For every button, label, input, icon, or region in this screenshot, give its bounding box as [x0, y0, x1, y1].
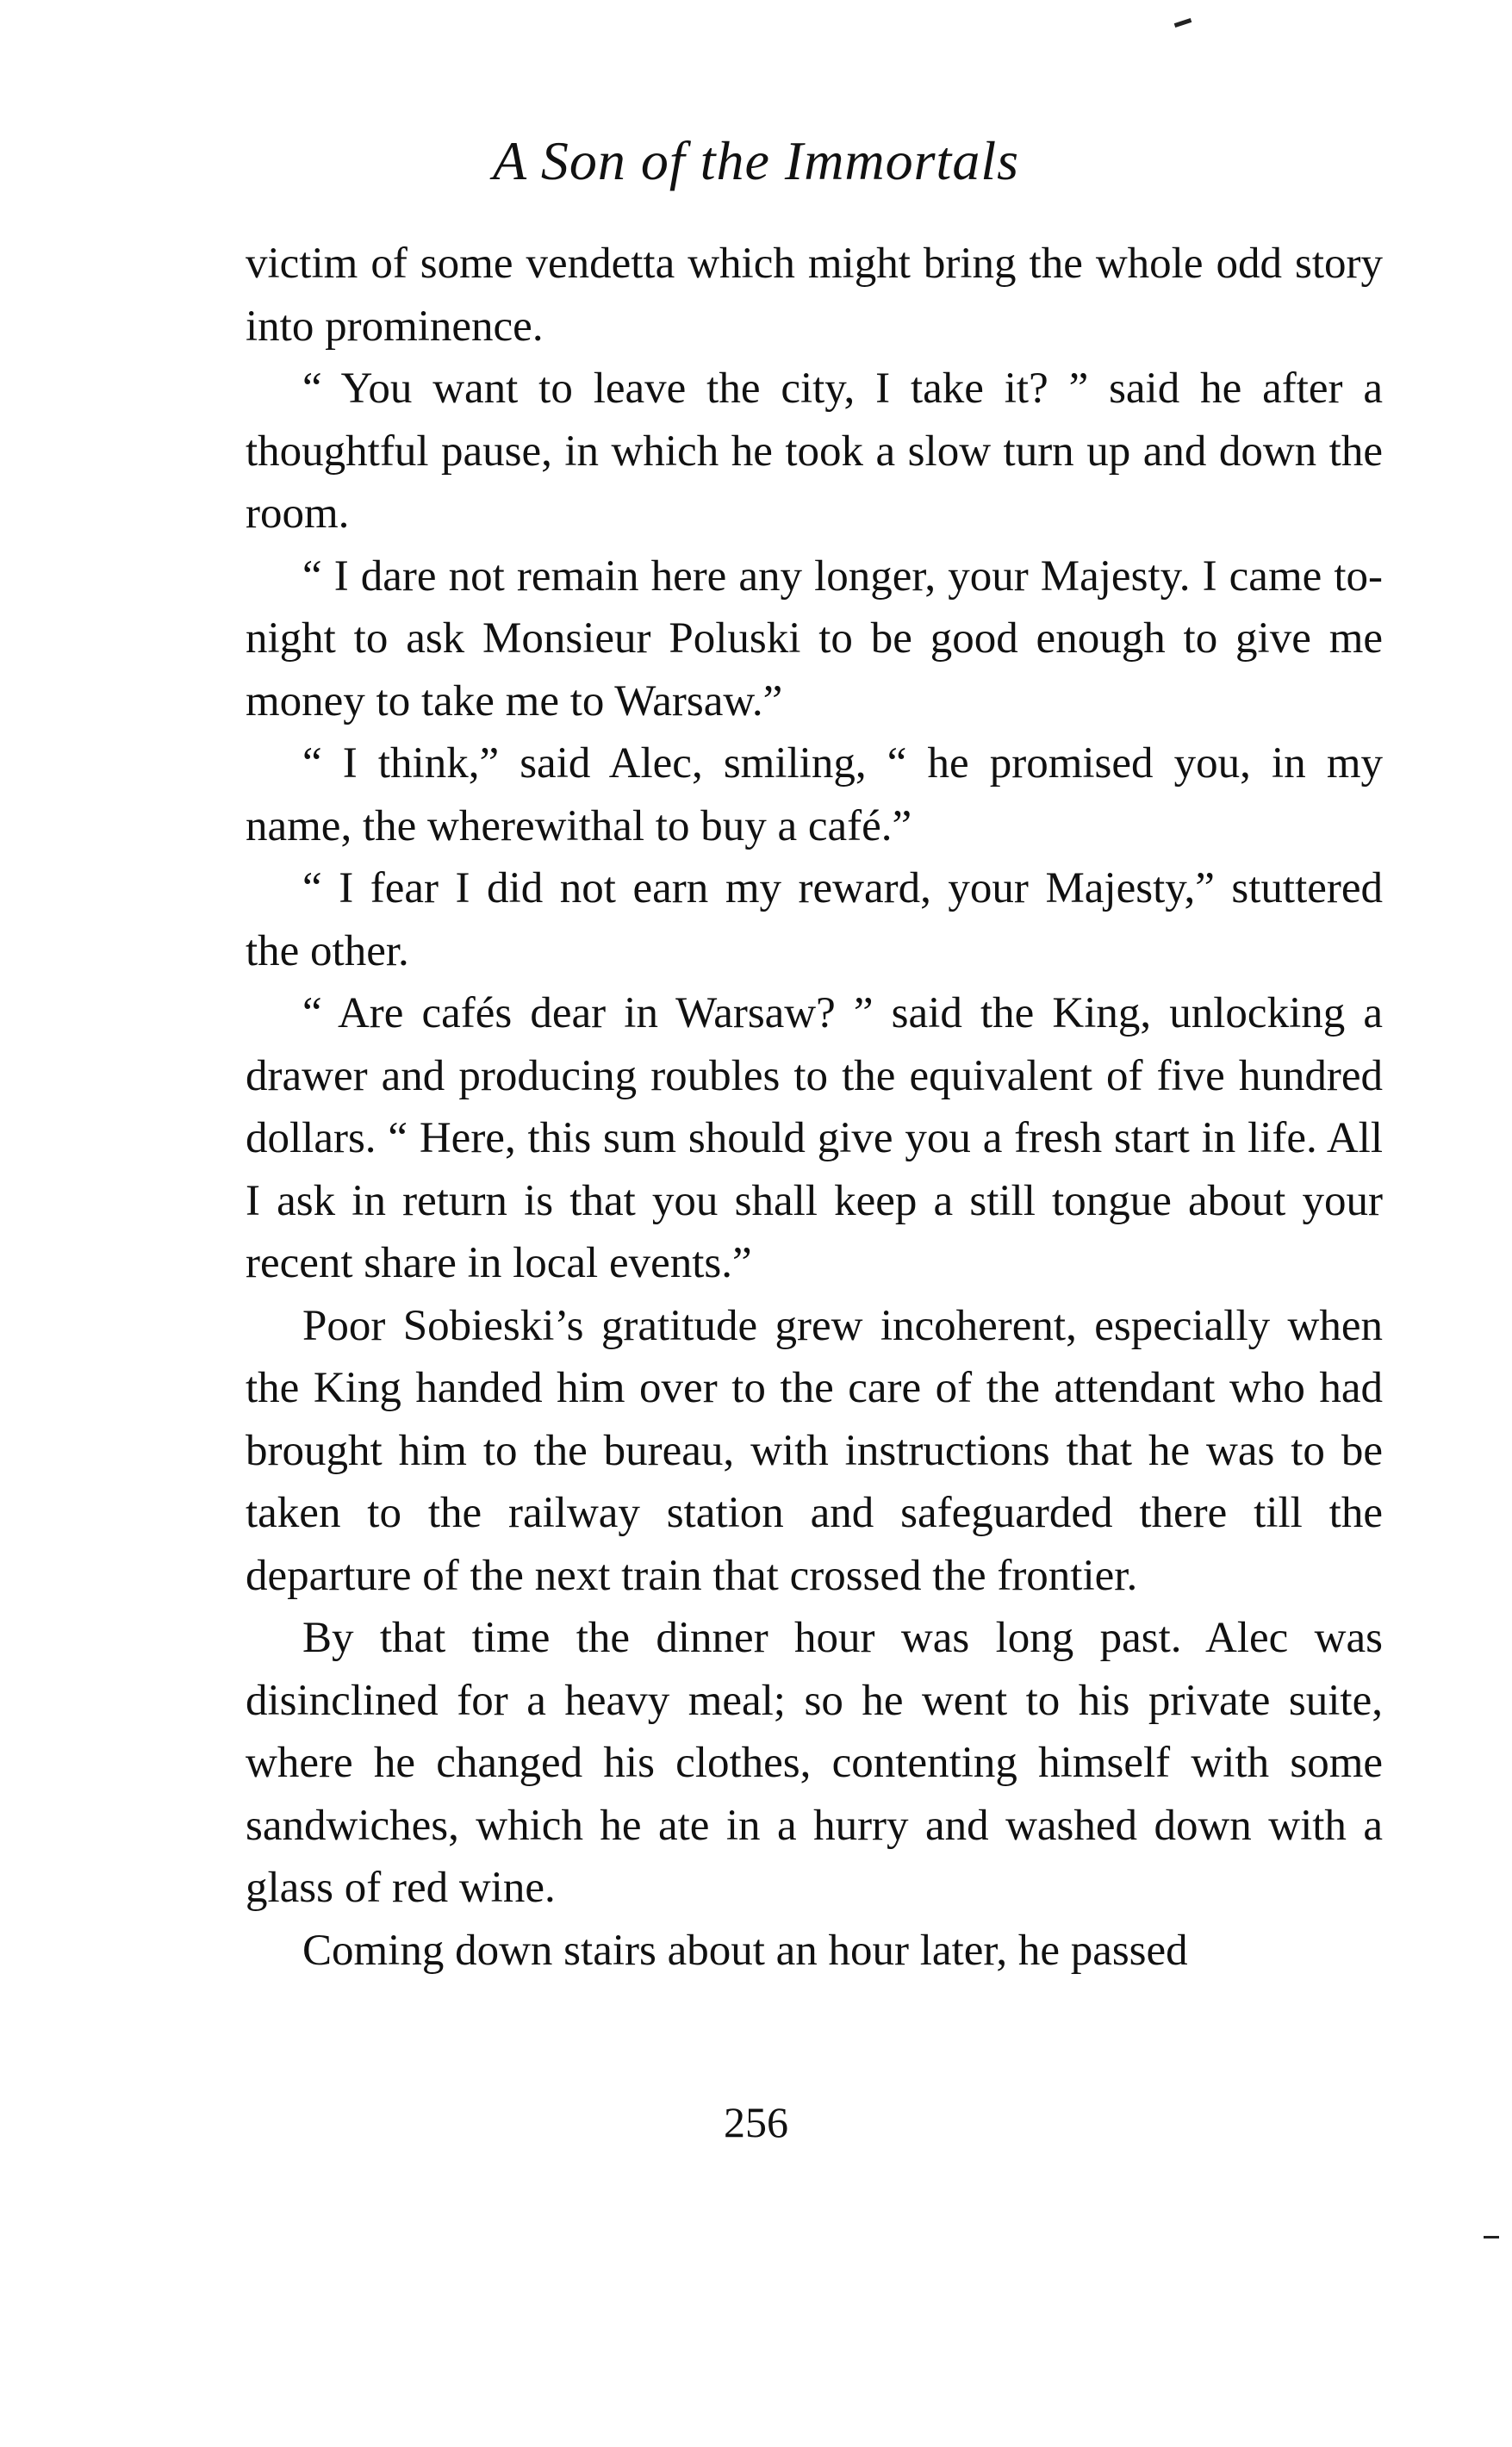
- paragraph: “ I fear I did not earn my reward, your Majesty,” stuttered the other.: [246, 864, 1383, 975]
- paragraph: victim of some vendetta which might bring the whole odd story into prominence.: [246, 240, 1383, 351]
- paragraph: “ I dare not remain here any longer, your Majesty. I came to-night to ask Monsieur Poluski to be good enough to give me money to take me to Warsaw.”: [246, 551, 1383, 725]
- ink-speck: [1484, 2236, 1499, 2238]
- page-number: 256: [724, 2098, 788, 2146]
- paragraph: Coming down stairs about an hour later, he passed: [302, 1926, 1188, 1975]
- ink-speck: [1174, 18, 1192, 28]
- paragraph: “ I think,” said Alec, smiling, “ he promised you, in my name, the wherewithal to buy a café.”: [246, 739, 1383, 850]
- paragraph: “ You want to leave the city, I take it? ” said he after a thoughtful pause, in which he took a slow turn up and down the room.: [246, 364, 1383, 538]
- paragraph: By that time the dinner hour was long past. Alec was disinclined for a heavy meal; so he went to his private suite, where he changed his clothes, contenting himself with some sandwiches, which he ate in a hurry and washed down with a glass of red wine.: [246, 1614, 1383, 1912]
- paragraph: “ Are cafés dear in Warsaw? ” said the King, unlocking a drawer and producing roubles to the equivalent of five hundred dollars. “ Here, this sum should give you a fresh start in life. All I ask in return is that you shall keep a still tongue about your recent share in local events.”: [246, 989, 1383, 1287]
- running-head: A Son of the Immortals: [492, 130, 1020, 191]
- body-text: [246, 233, 1383, 1982]
- paragraph: Poor Sobieski’s gratitude grew incoherent, especially when the King handed him over to the care of the attendant who had brought him to the bureau, with instructions that he was to be taken to the railway station and safeguarded there till the departure of the next train that crossed the frontier.: [246, 1301, 1383, 1600]
